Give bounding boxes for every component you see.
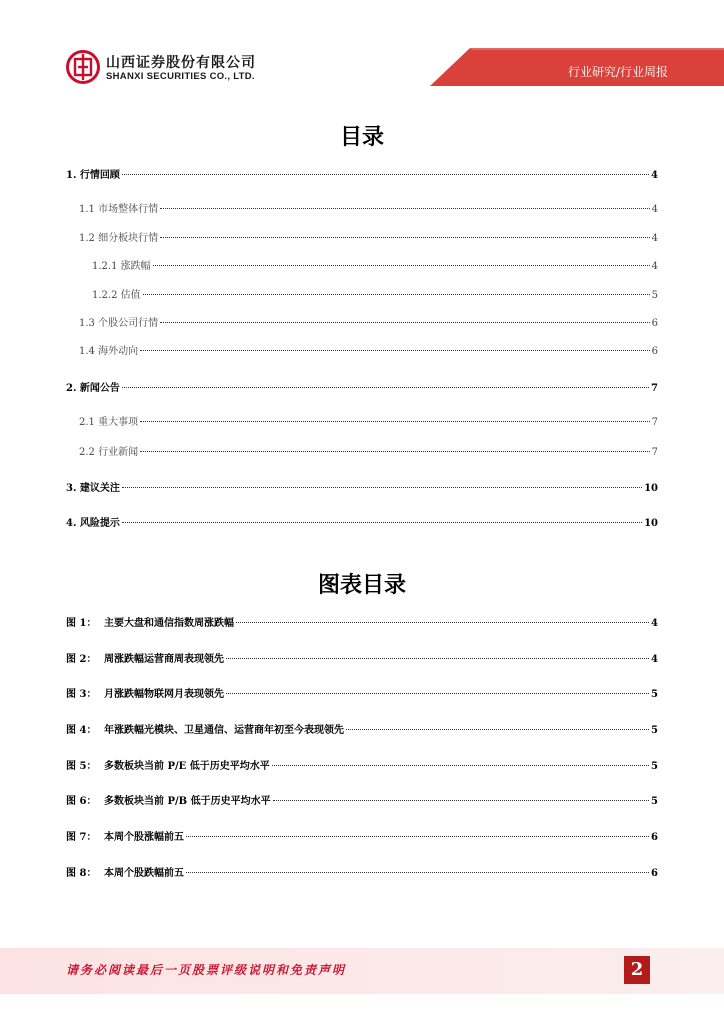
toc-entry-label: 1.2.1 涨跌幅 — [92, 261, 151, 272]
dot-leader — [160, 237, 650, 238]
toc-entry[interactable] — [0, 260, 724, 276]
dot-leader — [346, 729, 649, 730]
toc-entry[interactable] — [0, 482, 724, 498]
figure-number: 图 6： — [66, 796, 97, 807]
footer-disclaimer: 请务必阅读最后一页股票评级说明和免责声明 — [66, 963, 347, 977]
figure-entry[interactable] — [0, 760, 724, 776]
toc-entry-label: 1.3 个股公司行情 — [79, 318, 159, 329]
dot-leader — [226, 658, 649, 659]
figure-number: 图 5： — [66, 761, 97, 772]
dot-leader — [160, 322, 650, 323]
toc-entry-page: 4 — [651, 204, 658, 215]
toc-entry-label: 3. 建议关注 — [66, 483, 120, 494]
dot-leader — [186, 872, 649, 873]
dot-leader — [143, 294, 650, 295]
figure-label: 本周个股涨幅前五 — [104, 832, 184, 843]
toc-entry-page: 10 — [644, 518, 658, 529]
figure-entry[interactable] — [0, 653, 724, 669]
figure-page: 5 — [651, 761, 658, 772]
toc-entry-page: 6 — [651, 346, 658, 357]
figure-entry[interactable] — [0, 724, 724, 740]
company-logo-icon — [66, 50, 100, 84]
toc-entry-page: 4 — [651, 233, 658, 244]
toc-entry[interactable] — [0, 416, 724, 432]
figure-entry[interactable] — [0, 831, 724, 847]
toc-entry-page: 4 — [651, 170, 658, 181]
company-name-cn: 山西证券股份有限公司 — [106, 55, 256, 71]
figure-label: 周涨跌幅运营商周表现领先 — [104, 654, 224, 665]
figure-label: 年涨跌幅光模块、卫星通信、运营商年初至今表现领先 — [104, 725, 344, 736]
dot-leader — [140, 451, 650, 452]
dot-leader — [273, 800, 649, 801]
toc-entry-label: 1. 行情回顾 — [66, 170, 120, 181]
figure-page: 5 — [651, 689, 658, 700]
header-banner — [0, 0, 724, 100]
figure-entry[interactable] — [0, 688, 724, 704]
figure-page: 6 — [651, 832, 658, 843]
figure-entry[interactable] — [0, 617, 724, 633]
toc-entry[interactable] — [0, 317, 724, 333]
company-name-en: SHANXI SECURITIES CO., LTD. — [106, 71, 255, 82]
toc-entry[interactable] — [0, 382, 724, 398]
figure-entry[interactable] — [0, 867, 724, 883]
dot-leader — [272, 765, 649, 766]
dot-leader — [186, 836, 649, 837]
dot-leader — [160, 208, 650, 209]
toc-entry[interactable] — [0, 446, 724, 462]
toc-entry-page: 4 — [651, 261, 658, 272]
toc-entry-label: 1.2 细分板块行情 — [79, 233, 159, 244]
toc-entry[interactable] — [0, 169, 724, 185]
toc-title: 目录 — [339, 125, 384, 150]
figure-label: 多数板块当前 P/E 低于历史平均水平 — [104, 761, 270, 772]
toc-entry-label: 2.1 重大事项 — [79, 417, 139, 428]
toc-entry-page: 5 — [651, 290, 658, 301]
dot-leader — [122, 487, 642, 488]
figure-page: 4 — [651, 618, 658, 629]
toc-entry-label: 2. 新闻公告 — [66, 383, 120, 394]
toc-entry-label: 4. 风险提示 — [66, 518, 120, 529]
dot-leader — [122, 174, 649, 175]
dot-leader — [122, 522, 642, 523]
figures-title: 图表目录 — [317, 573, 406, 598]
figure-label: 月涨跌幅物联网月表现领先 — [104, 689, 224, 700]
toc-entry[interactable] — [0, 289, 724, 305]
figure-label: 多数板块当前 P/B 低于历史平均水平 — [104, 796, 271, 807]
figure-label: 本周个股跌幅前五 — [104, 868, 184, 879]
dot-leader — [140, 421, 650, 422]
page-header — [0, 0, 724, 100]
toc-entry[interactable] — [0, 203, 724, 219]
figure-page: 5 — [651, 796, 658, 807]
figure-label: 主要大盘和通信指数周涨跌幅 — [104, 618, 234, 629]
dot-leader — [140, 350, 650, 351]
dot-leader — [226, 693, 649, 694]
toc-entry[interactable] — [0, 232, 724, 248]
toc-entry-page: 6 — [651, 318, 658, 329]
page-number: 2 — [624, 956, 650, 984]
figure-page: 5 — [651, 725, 658, 736]
toc-entry[interactable] — [0, 345, 724, 361]
dot-leader — [122, 387, 649, 388]
report-category: 行业研究/行业周报 — [567, 65, 668, 79]
figure-page: 4 — [651, 654, 658, 665]
toc-entry-page: 10 — [644, 483, 658, 494]
dot-leader — [236, 622, 649, 623]
toc-entry-page: 7 — [651, 383, 658, 394]
figure-number: 图 1： — [66, 618, 97, 629]
page-footer — [0, 948, 724, 994]
toc-entry-page: 7 — [651, 447, 658, 458]
dot-leader — [153, 265, 650, 266]
toc-entry-label: 1.4 海外动向 — [79, 346, 139, 357]
toc-entry-label: 1.2.2 估值 — [92, 290, 141, 301]
toc-entry-label: 1.1 市场整体行情 — [79, 204, 159, 215]
figure-number: 图 2： — [66, 654, 97, 665]
figure-number: 图 8： — [66, 868, 97, 879]
toc-entry-label: 2.2 行业新闻 — [79, 447, 139, 458]
figure-number: 图 3： — [66, 689, 97, 700]
figure-entry[interactable] — [0, 795, 724, 811]
figure-number: 图 7： — [66, 832, 97, 843]
toc-entry-page: 7 — [651, 417, 658, 428]
figure-number: 图 4： — [66, 725, 97, 736]
figure-page: 6 — [651, 868, 658, 879]
toc-entry[interactable] — [0, 517, 724, 533]
